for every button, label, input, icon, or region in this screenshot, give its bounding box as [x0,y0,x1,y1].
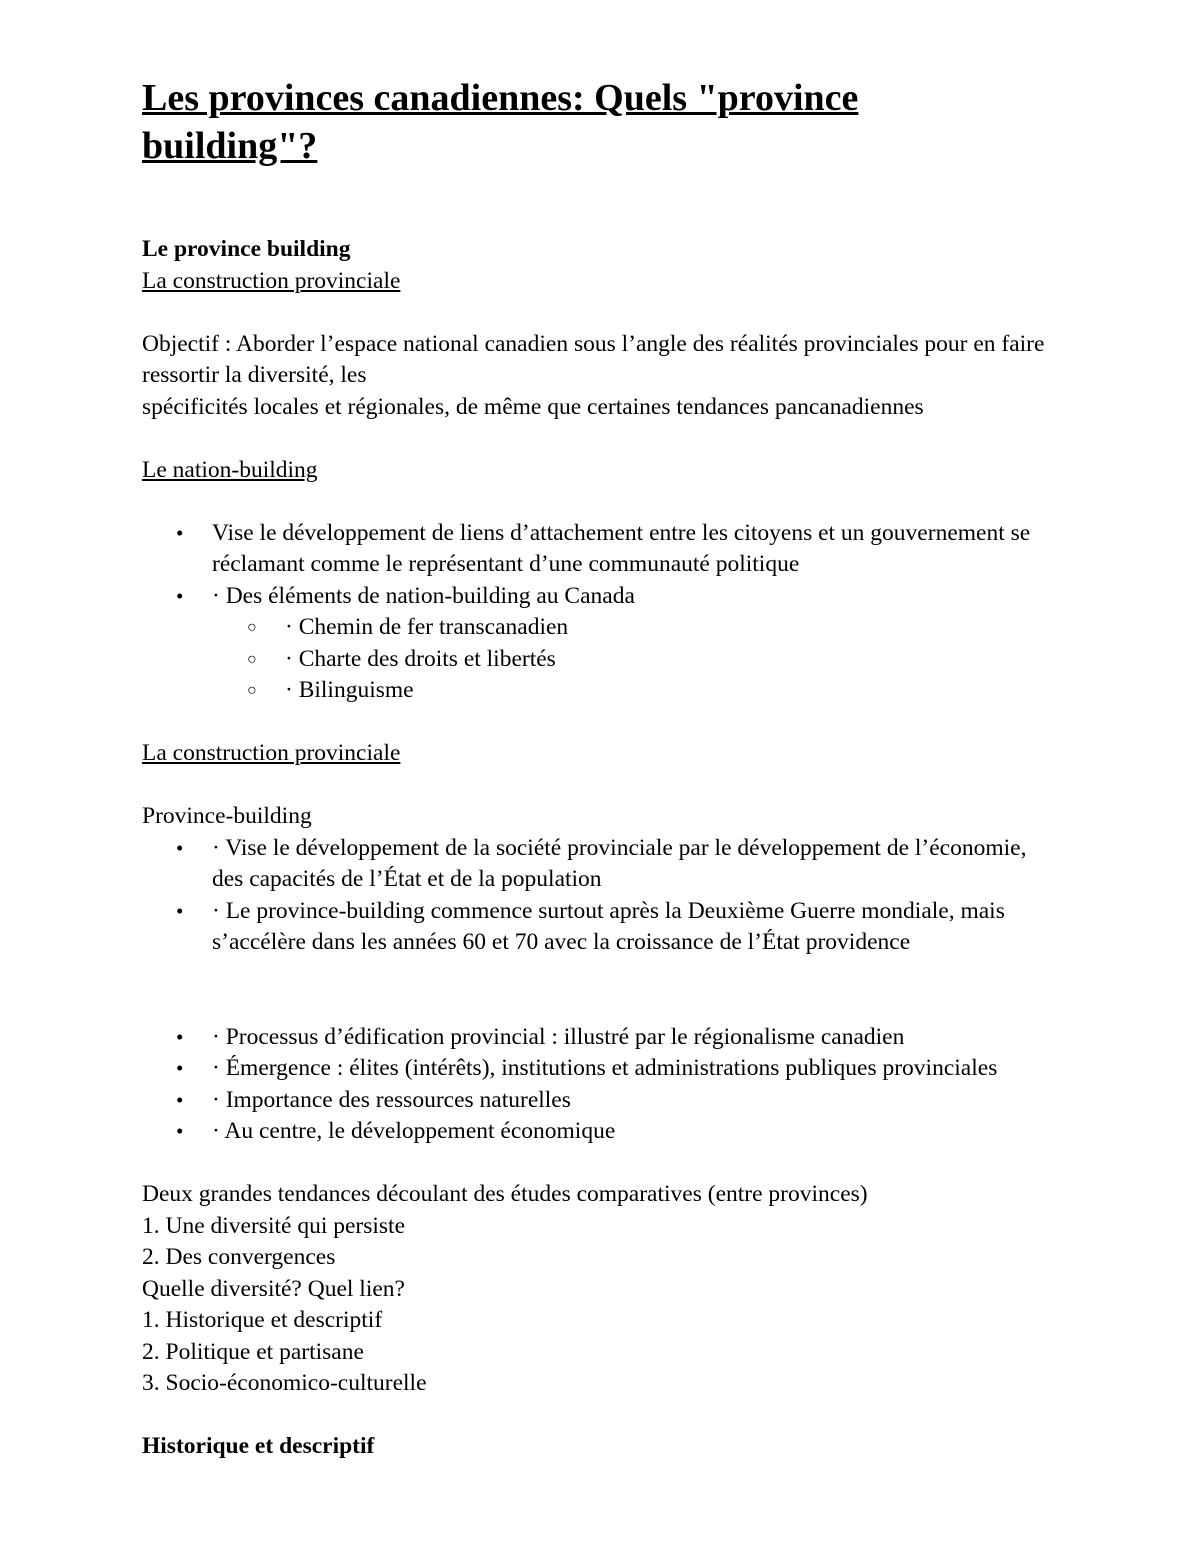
trend-item: 2. Des convergences [142,1244,336,1270]
province-building-list-continued [142,1022,1142,1148]
circle-bullet-icon: ○ [247,682,257,699]
sub-list-item-text: · Chemin de fer transcanadien [285,614,569,640]
diversity-item: 2. Politique et partisane [142,1338,364,1365]
list-item-text: Vise le développement de liens d’attachement entre les citoyens et un gouvernement se réclamant comme le représentant d’une communauté politique [212,519,1031,577]
section-subheading: La construction provinciale [142,267,401,294]
trends-intro: Deux grandes tendances découlant des études comparatives (entre provinces) [142,1181,868,1207]
list-item-text: · Processus d’édification provincial : illustré par le régionalisme canadien [212,1023,905,1050]
sub-list-item-text: · Bilinguisme [285,677,414,703]
bullet-icon: • [176,1119,184,1143]
circle-bullet-icon: ○ [247,650,257,668]
trend-item: 1. Une diversité qui persiste [142,1212,406,1239]
list-item [176,1085,1142,1117]
construction-heading: La construction provinciale [142,740,401,766]
list-item-text: · Émergence : élites (intérêts), institutions et administrations publiques provinciales [212,1055,998,1081]
diversity-item: 3. Socio-économico-culturelle [142,1370,427,1396]
section-heading: Le province building [142,236,351,262]
diversity-item: 1. Historique et descriptif [142,1307,383,1333]
diversity-question: Quelle diversité? Quel lien? [142,1275,405,1302]
sub-list-item-text: · Charte des droits et libertés [285,645,556,672]
bullet-icon: • [176,520,184,545]
province-building-label: Province-building [142,803,312,829]
list-item [176,1116,1142,1148]
sub-list-item [247,644,1142,676]
province-building-list [142,833,1142,959]
list-item [176,833,1062,896]
bullet-icon: • [176,583,184,608]
list-item-text: · Le province-building commence surtout après la Deuxième Guerre mondiale, mais s’accélère dans les années 60 et 70 avec la croissance de l’État providence [212,897,1005,955]
list-item-text: · Importance des ressources naturelles [212,1086,571,1113]
sub-list-item [247,675,1142,707]
bullet-icon: • [176,898,184,923]
bullet-icon: • [176,1024,184,1049]
bullet-icon: • [176,835,184,860]
sub-list-item [247,612,1142,644]
list-item-text: · Au centre, le développement économique [212,1118,616,1144]
bullet-icon: • [176,1056,184,1080]
list-item [176,518,1112,581]
circle-bullet-icon: ○ [247,619,257,636]
list-item [176,581,1142,707]
list-item [176,896,1102,959]
final-heading: Historique et descriptif [142,1433,375,1459]
list-item [176,1022,1142,1054]
document-title: Les provinces canadiennes: Quels "province building"? [142,77,859,167]
list-item [176,1053,1142,1085]
nation-building-heading: Le nation-building [142,456,318,483]
list-item-text: · Des éléments de nation-building au Canada [212,582,635,609]
objective-text: Objectif : Aborder l’espace national canadien sous l’angle des réalités provinciales pour en faire ressortir la diversité, les [142,330,1045,388]
bullet-icon: • [176,1087,184,1112]
document-page [142,74,1142,1463]
objective-text-continued: spécificités locales et régionales, de même que certaines tendances pancanadiennes [142,393,924,420]
nation-building-list [142,518,1142,707]
list-item-text: · Vise le développement de la société provinciale par le développement de l’économie, des capacités de l’État et de la population [212,834,1027,892]
nation-building-sublist [212,612,1142,707]
